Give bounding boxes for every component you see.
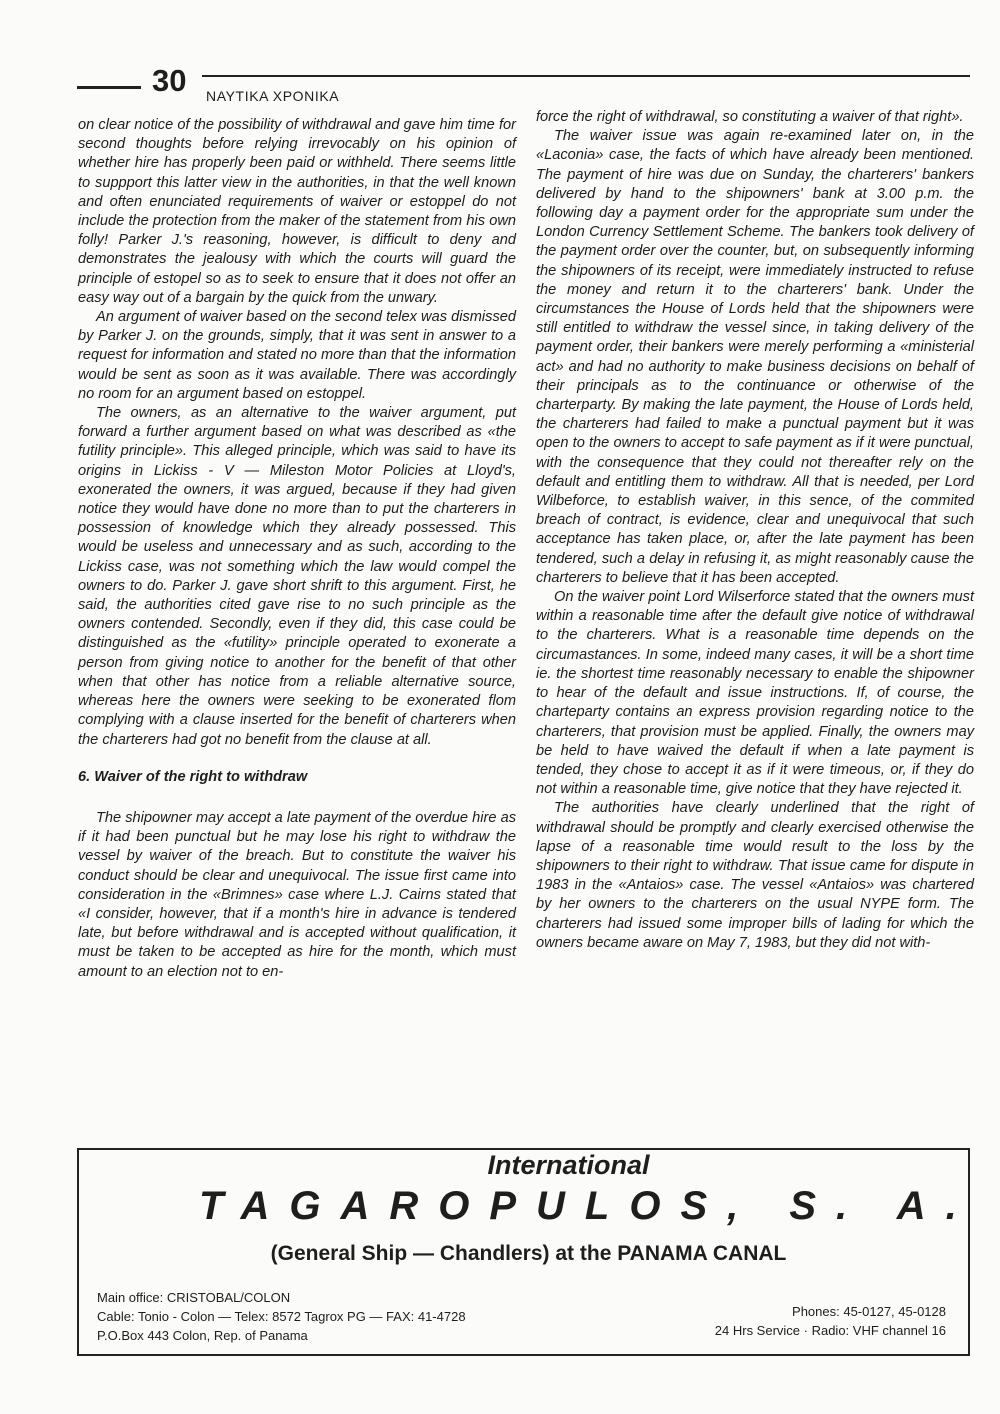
right-paragraph-2: The waiver issue was again re-examined later on, in the «Laconia» case, the facts of which have already been mentioned. The payment of hire was due on Sunday, the charterers' bankers delivered by hand to the shipowners' bank at 3.00 p.m. the following day a payment order for the appropriate sum under the London Currency Settlement Scheme. The bankers took delivery of the payment order over the counter, but, on subsequently informing the shipowners of its receipt, were immediately instructed to refuse the money and return it to the charterers' bank. Under the circumstances the House of Lords held that the shipowners were still entitled to withdraw the vessel since, in taking delivery of the payment order, their bankers were merely performing a «ministerial act» and had no authority to make business decisions on behalf of their principals as to the continuance or otherwise of the charterparty. By making the late payment, the House of Lords held, the charterers had failed to make a punctual payment but it was open to the owners to accept to safe payment as if it were punctual, with the consequence that they could not thereafter rely on the default and entitling them to withdraw. All that is needed, per Lord Wilbeforce, to establish waiver, in this sence, of the commited breach of contract, is evidence, clear and unequivocal that such acceptance has taken place, or, after the late payment has been tendered, such a delay in refusing it, as might reasonably cause the charterers to believe that it has been accepted. (536, 128, 974, 586)
page-number: 30 (152, 63, 187, 98)
ad-service: 24 Hrs Service · Radio: VHF channel 16 (714, 1323, 946, 1338)
left-paragraph-3: The owners, as an alternative to the waiver argument, put forward a further argument based on what was described as «the futility principle». This alleged principle, which was said to have its origins in Lickiss - V — Mileston Motor Policies at Lloyd's, exonerated the owners, it was argued, because if they had given notice they would have done no more than to put the charterers in possession of knowledge which they already possessed. This would be useless and unnecessary and as such, according to the Lickiss case, was not something which the law would compel the owners to do. Parker J. gave short shrift to this argument. First, he said, the authorities cited gave rise to no such principle as the owners contended. Secondly, even if they did, this case could be distinguished as the «futility» principle operated to exonerate a person from giving notice to another for the benefit of that other when that other has notice from a reliable alternative source, whereas here the owners were seeking to be exonerated flom complying with a clause inserted for the benefit of charterers when the charterers had got no benefit from the clause at all. (78, 405, 516, 748)
ad-pobox: P.O.Box 443 Colon, Rep. of Panama (97, 1328, 308, 1343)
ad-subtitle: (General Ship — Chandlers) at the PANAMA CANAL (270, 1242, 787, 1265)
header-rule-short (77, 86, 141, 89)
ad-contact-block (97, 1288, 466, 1345)
ad-company-name: TAGAROPULOS, S. A. (199, 1184, 977, 1228)
header-rule-long (202, 75, 970, 77)
ad-cable: Cable: Tonio - Colon — Telex: 8572 Tagrox PG — FAX: 41-4728 (97, 1309, 466, 1324)
left-paragraph-2: An argument of waiver based on the second telex was dismissed by Parker J. on the grounds, simply, that it was sent in answer to a request for information and stated no more than that the information would be sent as soon as it was available. There was accordingly no room for an argument based on estoppel. (78, 309, 516, 402)
left-column (78, 116, 516, 982)
right-paragraph-4: The authorities have clearly underlined that the right of withdrawal should be promptly and clearly exercised otherwise the lapse of a reasonable time would result to the loss by the shipowners to their right to withdraw. That issue came for dispute in 1983 in the «Antaios» case. The vessel «Antaios» was chartered by her owners to the charterers on the usual NYPE form. The charterers had issued some improper bills of lading for which the owners became aware on May 7, 1983, but they did not with- (536, 800, 974, 951)
advertisement-box (77, 1148, 977, 1356)
ad-phones: Phones: 45-0127, 45-0128 (792, 1304, 946, 1319)
left-paragraph-4: The shipowner may accept a late payment of the overdue hire as if it had been punctual but he may lose his right to withdraw the vessel by waiver of the breach. But to constitute the waiver his conduct should be clear and unequivocal. The issue first came into consideration in the «Brimnes» case where L.J. Cairns stated that «I consider, however, that if a month's hire in advance is tendered late, but before withdrawal and is accepted without qualification, it must be taken to be accepted as hire for the month, which must amount to an election not to en- (78, 809, 516, 980)
left-paragraph-1: on clear notice of the possibility of withdrawal and gave him time for second thoughts before relying irrevocably on his opinion of whether hire has properly been paid or withheld. There seems little to suppport this latter view in the authorities, in that the well known and often enunciated requirements of waiver or estoppel do not include the protection from the maker of the statement from his own folly! Parker J.'s reasoning, however, is difficult to deny and demonstrates the jealousy with which the courts will guard the principle of estopel so as to seek to ensure that it does not offer an easy way out of a bargain by the quick from the unwary. (78, 117, 516, 306)
ad-phones-block (715, 1302, 946, 1340)
magazine-title: ΝΑΥΤΙΚΑ ΧΡΟΝΙΚΑ (206, 88, 340, 104)
right-paragraph-3: On the waiver point Lord Wilserforce stated that the owners must within a reasonable time after the default give notice of withdrawal to the charterers. What is a reasonable time depends on the circumastances. In some, indeed many cases, it will be a short time ie. the shortest time reasonably necessary to enable the shipowner to hear of the default and issue instructions. If, of course, the charteparty contains an express provision regarding notice to the charterers, that provision must be applied. Finally, the owners may be held to have waived the default if when a late payment is tended, they chose to accept it as if it were timeous, or, if they do not within a reasonable time, give notice that they have rejected it. (536, 589, 974, 798)
right-column (536, 108, 974, 953)
ad-main-office: Main office: CRISTOBAL/COLON (97, 1290, 291, 1305)
ad-international: International (487, 1150, 650, 1180)
section-heading: 6. Waiver of the right to withdraw (78, 768, 308, 785)
right-paragraph-1: force the right of withdrawal, so constituting a waiver of that right». (536, 109, 964, 125)
